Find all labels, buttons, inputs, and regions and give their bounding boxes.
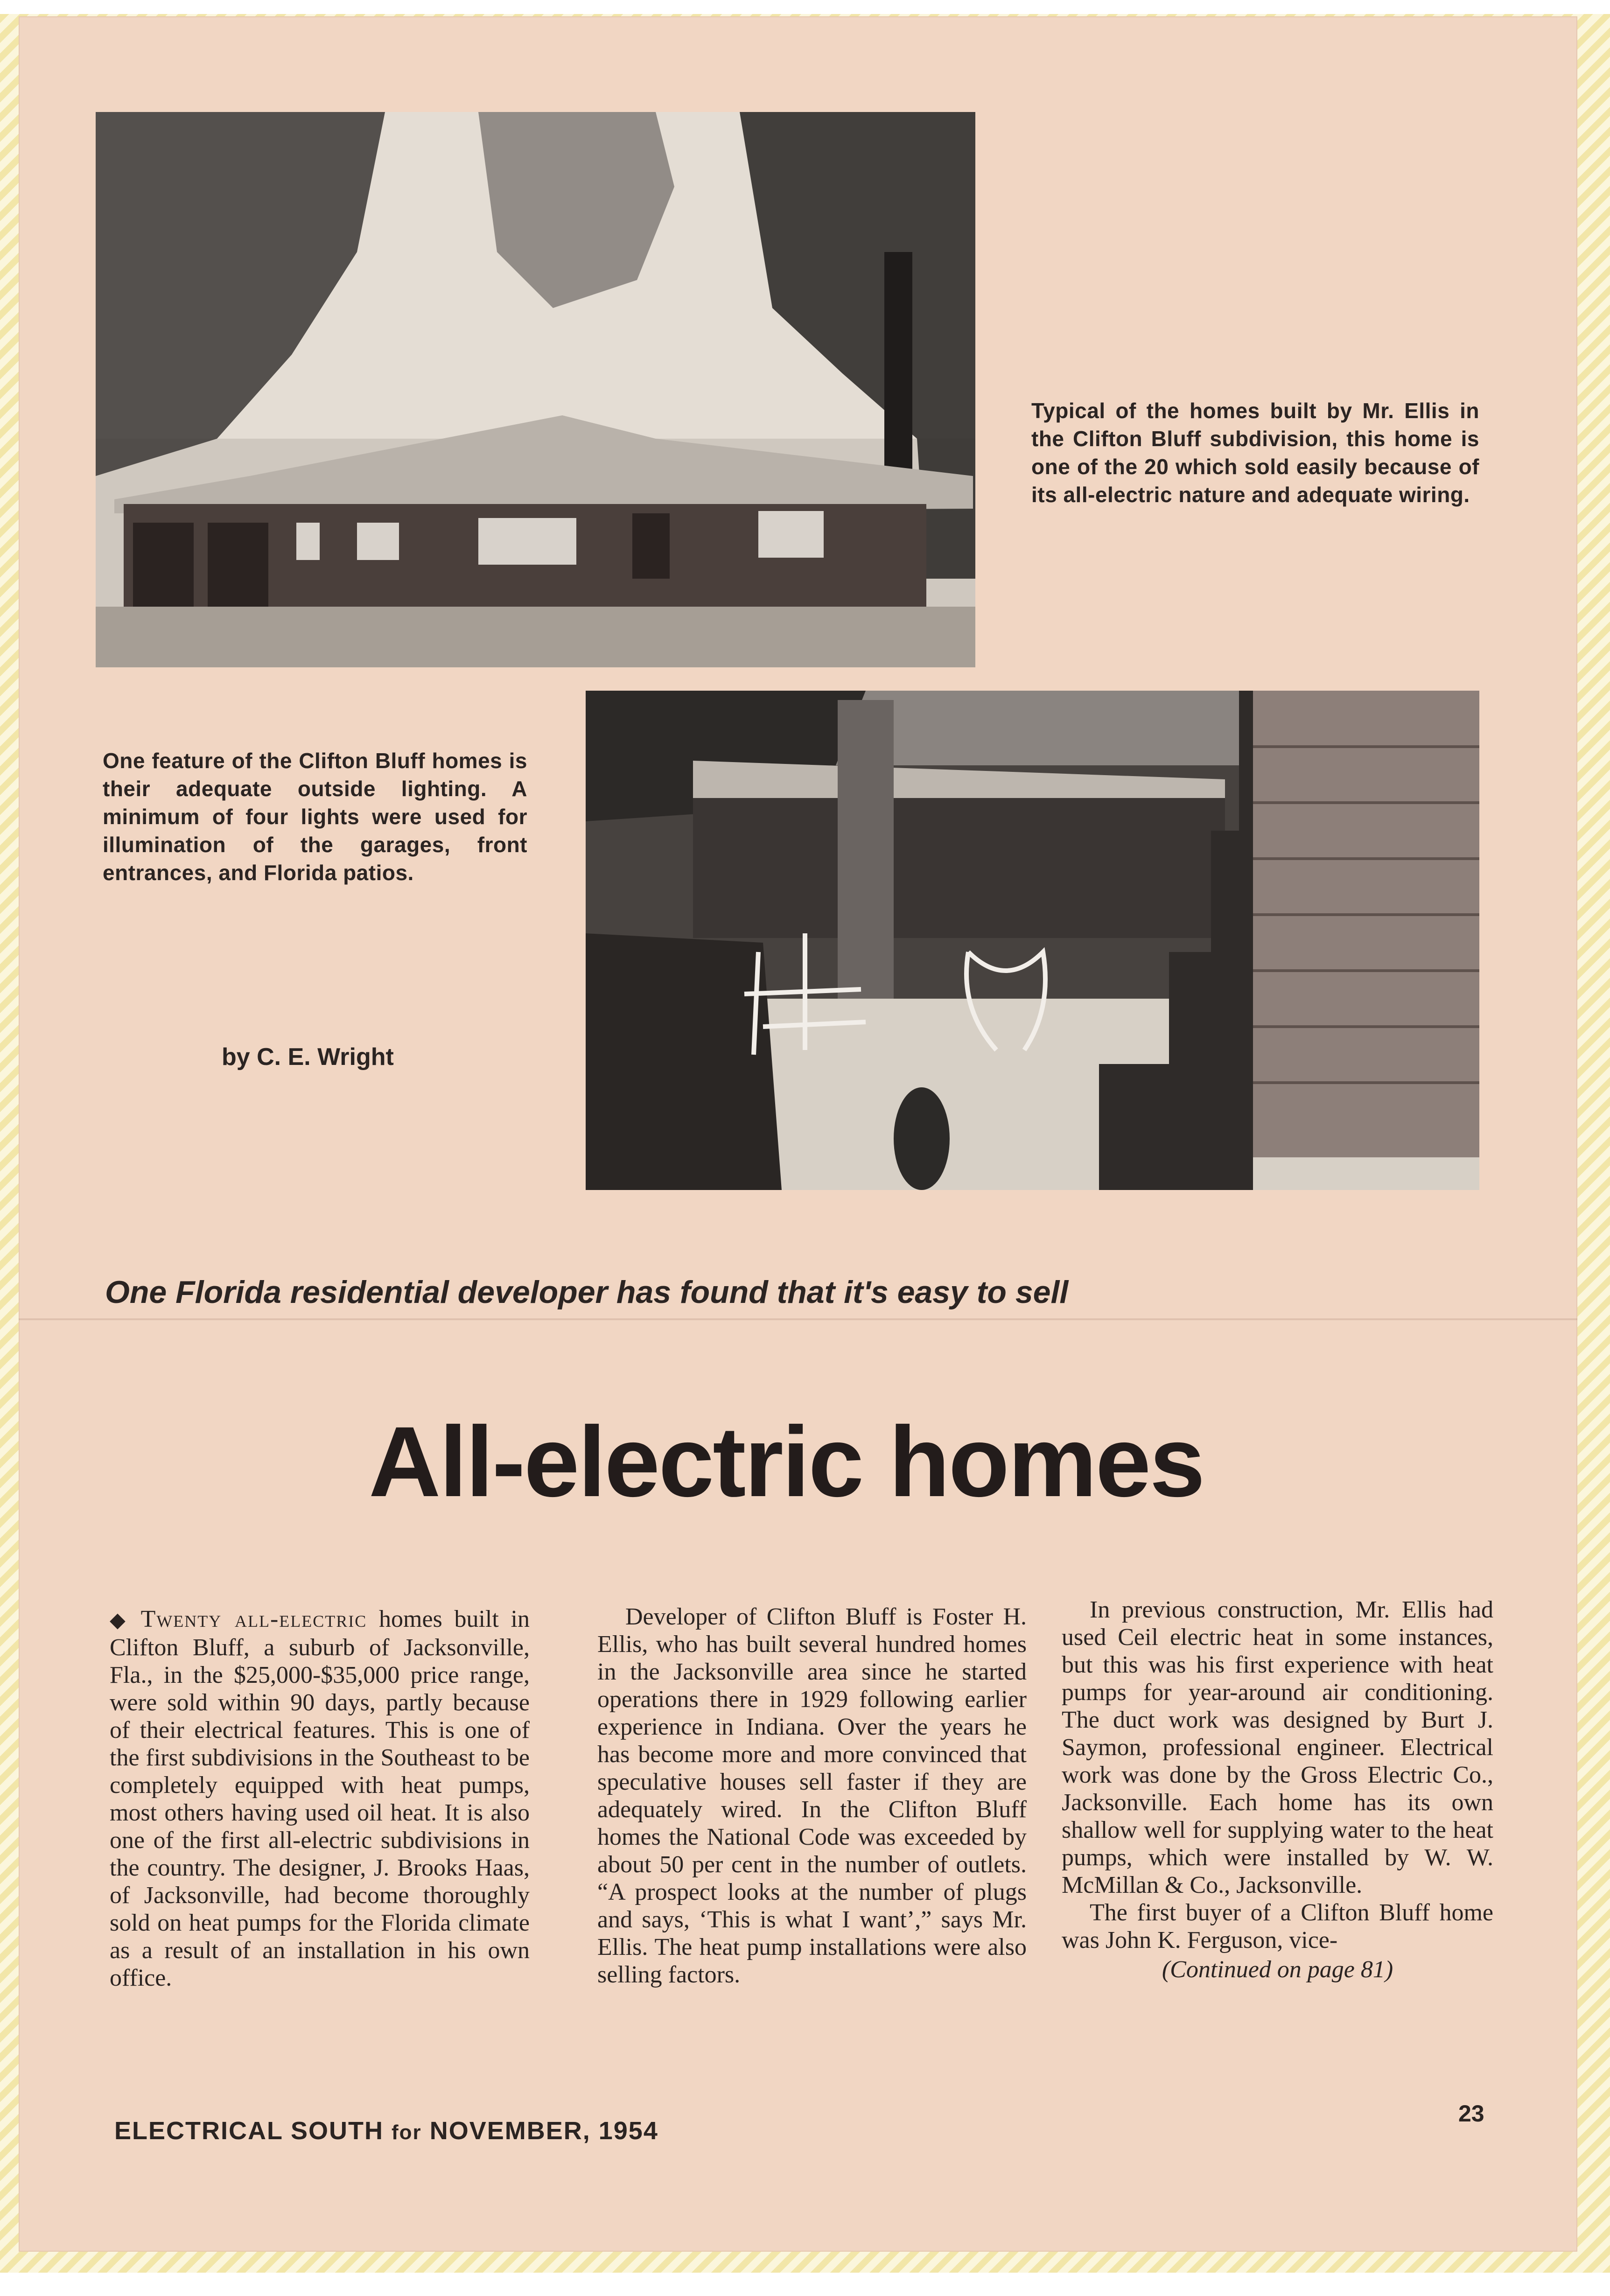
top-photo-caption: Typical of the homes built by Mr. Ellis in the Clifton Bluff subdivision, this home is one of the 20 which sold easily because of its all-electric nature and adequate wiring. — [1031, 399, 1479, 507]
column-3-paragraph-2: The first buyer of a Clifton Bluff home was John K. Ferguson, vice- — [1062, 1899, 1493, 1953]
house-photo — [96, 112, 975, 667]
magazine-page — [19, 16, 1577, 2252]
publication-footer — [114, 2116, 658, 2145]
page-fold-line — [19, 1318, 1577, 1320]
patio-photo — [586, 691, 1479, 1190]
diamond-bullet-icon: ◆ — [110, 1609, 132, 1631]
article-headline: All-electric homes — [369, 1406, 1204, 1518]
column-3-paragraph-1: In previous construction, Mr. Ellis had used Ceil electric heat in some instances, but this was his first experience with heat pumps for year-around air conditioning. The duct work was designed by Burt J. Saymon, professional engineer. Electrical work was done by the Gross Electric Co., Jacksonville. Each home has its own shallow well for supplying water to the heat pumps, which were installed by W. W. McMillan & Co., Jacksonville. — [1062, 1596, 1493, 1898]
article-column-1 — [110, 1605, 530, 1992]
article-column-2 — [597, 1603, 1027, 1988]
article-kicker: One Florida residential developer has found that it's easy to sell — [105, 1274, 1069, 1310]
column-2-text: Developer of Clifton Bluff is Foster H. Ellis, who has built several hundred homes in the Jacksonville area since he started operations there in 1929 following earlier experience in Indiana. Over the years he has become more and more convinced that speculative houses sell faster if they are adequately wired. In the Clifton Bluff homes the National Code was exceeded by about 50 per cent in the number of outlets. “A prospect looks at the number of plugs and says, ‘This is what I want’,” says Mr. Ellis. The heat pump installations were also selling factors. — [597, 1603, 1027, 1988]
middle-photo-caption: One feature of the Clifton Bluff homes is their adequate outside lighting. A minimum of four lights were used for illumination of the garages, front entrances, and Florida patios. — [103, 749, 527, 885]
article-column-3 — [1062, 1596, 1493, 1983]
issue-date: NOVEMBER, 1954 — [429, 2117, 658, 2145]
page-number: 23 — [1458, 2100, 1484, 2127]
article-byline: by C. E. Wright — [222, 1043, 394, 1071]
house-photo-icon — [96, 112, 975, 667]
column-1-lead: Twenty all-electric — [140, 1606, 367, 1632]
publication-name: ELECTRICAL SOUTH — [114, 2117, 384, 2145]
column-1-text: homes built in Clifton Bluff, a suburb of Jacksonville, Fla., in the $25,000-$35,000 price range, were sold within 90 days, partly because of their electrical features. This is one of the first subdivisions in the Southeast to be completely equipped with heat pumps, most others having used oil heat. It is also one of the first all-electric subdivisions in the country. The designer, J. Brooks Haas, of Jacksonville, had become thoroughly sold on heat pumps for the Florida climate as a result of an installation in his own office. — [110, 1606, 530, 1991]
footer-for: for — [392, 2121, 422, 2144]
patio-photo-icon — [586, 691, 1479, 1190]
continued-note: (Continued on page 81) — [1162, 1956, 1393, 1983]
